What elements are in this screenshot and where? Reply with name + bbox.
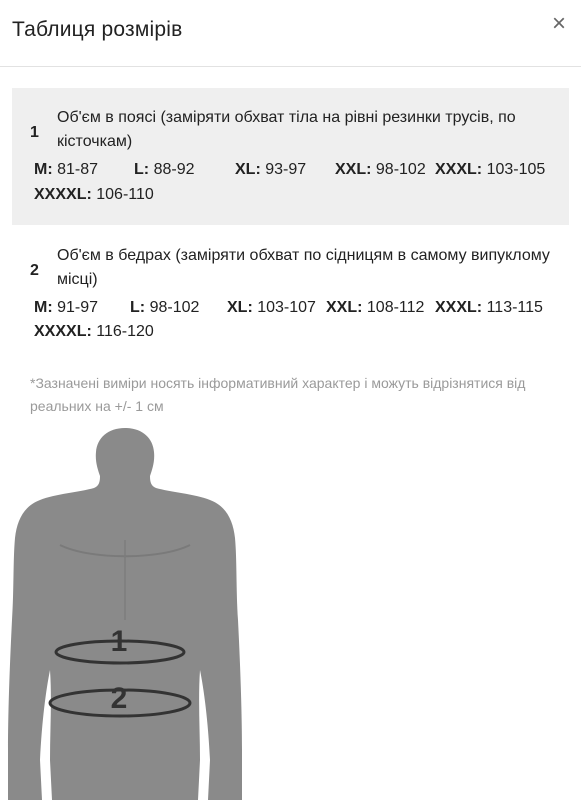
- measurement-waist: [12, 88, 569, 225]
- modal-title: Таблиця розмірів: [12, 18, 183, 41]
- body-figure: [0, 420, 250, 800]
- size-m: M: 81-87: [34, 161, 99, 178]
- measurement-hips: [12, 238, 569, 348]
- size-l: L: 98-102: [130, 299, 200, 316]
- size-xxl: XXL: 108-112: [326, 299, 425, 316]
- measurement-number: 2: [30, 262, 39, 279]
- size-xxxl: XXXL: 113-115: [435, 299, 543, 316]
- disclaimer-note: *Зазначені виміри носять інформативний характер і можуть відрізнятися від реальних на +/- 1 см: [30, 375, 526, 414]
- size-m: M: 91-97: [34, 299, 99, 316]
- measurement-description: Об'єм в поясі (заміряти обхват тіла на рівні резинки трусів, по кісточкам): [57, 109, 516, 150]
- hips-marker: 2: [110, 682, 128, 715]
- size-xl: XL: 93-97: [235, 161, 307, 178]
- size-xxxxl: XXXXL: 116-120: [34, 323, 154, 340]
- waist-marker: 1: [110, 625, 128, 658]
- size-xxl: XXL: 98-102: [335, 161, 426, 178]
- modal-header: [0, 0, 581, 67]
- size-l: L: 88-92: [134, 161, 195, 178]
- size-xl: XL: 103-107: [227, 299, 316, 316]
- size-xxxl: XXXL: 103-105: [435, 161, 546, 178]
- measurement-number: 1: [30, 124, 39, 141]
- measurement-description: Об'єм в бедрах (заміряти обхват по сідницям в самому випуклому місці): [57, 247, 550, 288]
- close-icon[interactable]: ×: [551, 10, 566, 37]
- size-xxxxl: XXXXL: 106-110: [34, 186, 154, 203]
